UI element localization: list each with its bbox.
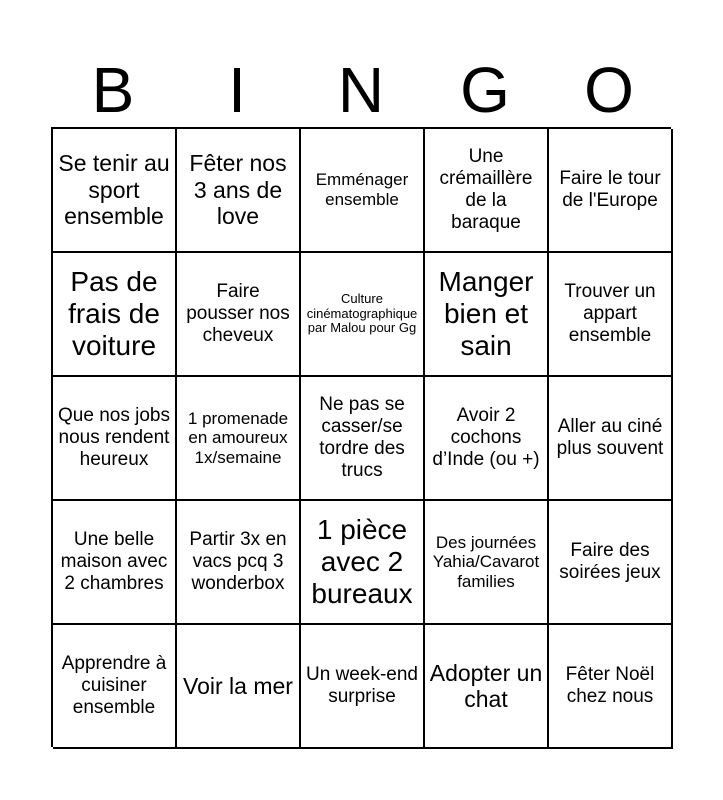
cell-text: Avoir 2 cochons d’Inde (ou +) bbox=[432, 405, 540, 470]
cell-text: Que nos jobs nous rendent heureux bbox=[58, 405, 170, 470]
bingo-cell[interactable] bbox=[549, 253, 673, 377]
bingo-cell[interactable] bbox=[53, 129, 177, 253]
cell-text: Apprendre à cuisiner ensemble bbox=[61, 653, 167, 718]
bingo-cell[interactable] bbox=[549, 377, 673, 501]
cell-text: Partir 3x en vacs pcq 3 wonderbox bbox=[189, 529, 287, 594]
bingo-cell[interactable] bbox=[177, 625, 301, 749]
cell-text: Faire pousser nos cheveux bbox=[186, 281, 290, 346]
cell-text: 1 promenade en amoureux 1x/semaine bbox=[187, 408, 289, 467]
cell-text: Des journées Yahia/Cavarot families bbox=[432, 532, 540, 591]
header-letter-g: G bbox=[460, 54, 510, 126]
cell-text: Une crémaillère de la baraque bbox=[439, 146, 533, 233]
bingo-cell[interactable] bbox=[549, 501, 673, 625]
cell-text: Faire des soirées jeux bbox=[559, 540, 661, 583]
bingo-cell[interactable] bbox=[53, 253, 177, 377]
bingo-cell[interactable] bbox=[53, 625, 177, 749]
bingo-cell[interactable] bbox=[301, 253, 425, 377]
bingo-cell[interactable] bbox=[53, 501, 177, 625]
cell-text: Adopter un chat bbox=[429, 659, 543, 712]
cell-text: Voir la mer bbox=[183, 672, 293, 699]
header-letter-n: N bbox=[337, 54, 385, 126]
cell-text: Ne pas se casser/se tordre des trucs bbox=[319, 394, 405, 481]
bingo-cell[interactable] bbox=[549, 129, 673, 253]
cell-text: Emménager ensemble bbox=[315, 170, 409, 209]
cell-text: Fêter nos 3 ans de love bbox=[189, 150, 287, 230]
bingo-cell[interactable] bbox=[177, 377, 301, 501]
cell-text: Se tenir au sport ensemble bbox=[58, 150, 170, 230]
cell-text: Aller au ciné plus souvent bbox=[556, 416, 664, 459]
bingo-cell[interactable] bbox=[177, 129, 301, 253]
bingo-cell[interactable] bbox=[53, 377, 177, 501]
bingo-cell[interactable] bbox=[177, 253, 301, 377]
bingo-cell[interactable] bbox=[425, 501, 549, 625]
cell-text: Culture cinématographique par Malou pour Gg bbox=[306, 290, 418, 336]
bingo-cell[interactable] bbox=[177, 501, 301, 625]
cell-text: Trouver un appart ensemble bbox=[564, 281, 656, 346]
bingo-cell[interactable] bbox=[549, 625, 673, 749]
cell-text: Une belle maison avec 2 chambres bbox=[60, 529, 168, 594]
bingo-cell[interactable] bbox=[425, 253, 549, 377]
bingo-cell[interactable] bbox=[425, 129, 549, 253]
bingo-grid bbox=[51, 127, 671, 747]
bingo-cell[interactable] bbox=[425, 625, 549, 749]
header-letter-i: I bbox=[228, 54, 246, 126]
bingo-cell[interactable] bbox=[425, 377, 549, 501]
cell-text: Pas de frais de voiture bbox=[68, 265, 160, 362]
cell-text: Fêter Noël chez nous bbox=[565, 664, 655, 707]
cell-text: Faire le tour de l'Europe bbox=[559, 168, 661, 211]
bingo-cell[interactable] bbox=[301, 377, 425, 501]
bingo-cell[interactable] bbox=[301, 625, 425, 749]
header-letter-b: B bbox=[91, 54, 135, 126]
cell-text: 1 pièce avec 2 bureaux bbox=[311, 513, 413, 610]
bingo-cell[interactable] bbox=[301, 501, 425, 625]
bingo-header bbox=[51, 52, 671, 128]
bingo-cell[interactable] bbox=[301, 129, 425, 253]
cell-text: Manger bien et sain bbox=[438, 265, 534, 362]
header-letter-o: O bbox=[584, 54, 634, 126]
cell-text: Un week-end surprise bbox=[306, 664, 418, 707]
